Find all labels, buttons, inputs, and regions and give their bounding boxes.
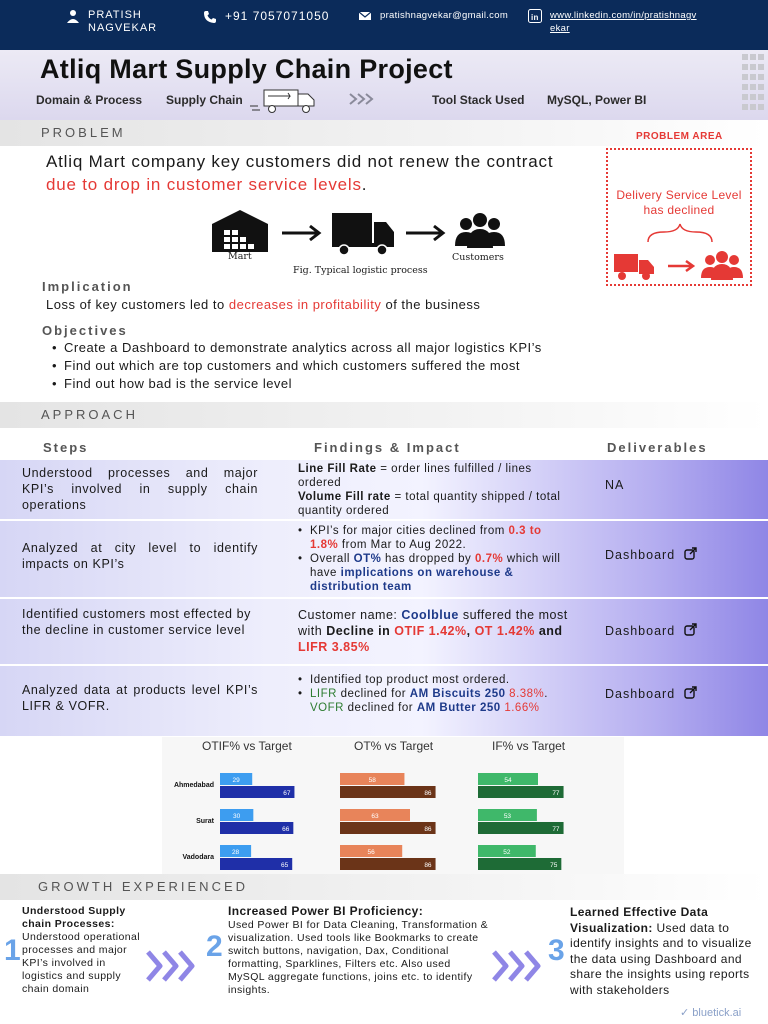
finding-highlight: 1.66% [500, 702, 540, 714]
arrow-icon [282, 226, 319, 240]
finding-highlight: OT% [353, 553, 382, 565]
growth-item [22, 905, 142, 996]
approach-section-bar [0, 402, 768, 428]
objective-item: • Find out how bad is the service level [52, 375, 542, 393]
approach-row [0, 598, 768, 664]
mart-label: Mart [228, 251, 252, 262]
approach-findings [298, 462, 568, 518]
arrow-icon [406, 226, 443, 240]
deliverables-column-header: Deliverables [607, 440, 708, 455]
brace-icon [646, 222, 714, 244]
contact-name-text: PRATISH NAGVEKAR [88, 9, 158, 34]
deliverable-label: Dashboard [605, 548, 676, 562]
chart-panel-title: IF% vs Target [492, 739, 566, 753]
chart-data-label: 86 [424, 790, 432, 797]
contact-bar [0, 0, 768, 50]
dashboard-link[interactable] [605, 623, 697, 638]
chart-data-label: 75 [550, 862, 558, 869]
growth-item [570, 905, 766, 998]
chart-bar [340, 786, 436, 798]
finding-highlight: AM Biscuits 250 [409, 688, 506, 700]
finding-highlight: 0.7% [475, 553, 504, 565]
page-title: Atliq Mart Supply Chain Project [40, 54, 453, 84]
chart-category-label: Vadodara [182, 854, 214, 861]
tools-value: MySQL, Power BI [547, 93, 647, 107]
contact-phone[interactable] [203, 10, 329, 24]
contact-linkedin[interactable] [528, 9, 700, 35]
growth-section-bar [0, 874, 768, 900]
finding-highlight: OTIF 1.42% [394, 624, 467, 638]
person-icon [66, 9, 80, 23]
finding-item [298, 687, 568, 715]
contact-email[interactable] [358, 9, 514, 23]
finding-text: Overall [310, 553, 354, 565]
approach-row [0, 665, 768, 736]
watermark: ✓ bluetick.ai [680, 1007, 742, 1019]
external-link-icon [684, 623, 697, 636]
chart-bar [478, 822, 564, 834]
objectives-list [52, 339, 542, 393]
implication-text-a: Loss of key customers led to [46, 297, 225, 312]
growth-title-text: Understood Supply chain Processes [22, 905, 126, 930]
objective-item: • Create a Dashboard to demonstrate analytics across all major logistics KPI’s [52, 339, 542, 357]
growth-number: 2 [206, 930, 223, 963]
chart-bar [478, 858, 561, 870]
steps-column-header: Steps [43, 440, 89, 455]
implication-text [46, 297, 480, 312]
objectives-heading: Objectives [42, 323, 128, 338]
growth-item-text: Used Power BI for Data Cleaning, Transformation & visualization. Used tools like Bookmarks to create switch buttons, navigation, Dax, Conditional formatting, Sparklines, Filters etc. Also used MySQL aggregate functions, joins etc. to identify insights. [228, 919, 489, 996]
tools-label: Tool Stack Used [432, 93, 525, 107]
truck-icon [332, 213, 394, 255]
finding-text: from Mar to Aug 2022. [338, 539, 467, 551]
watermark-text: bluetick.ai [692, 1007, 742, 1019]
problem-text: Atliq Mart company key customers did not renew the contract [46, 152, 554, 171]
domain-label: Domain & Process [36, 93, 143, 107]
growth-item-title: Learned Effective Data Visualization: [570, 905, 709, 935]
approach-findings [298, 607, 578, 655]
deliverable-label: Dashboard [605, 687, 676, 701]
approach-heading: APPROACH [41, 407, 138, 422]
growth-title-text: Learned Effective Data Visualization [570, 905, 709, 935]
chart-data-label: 28 [231, 849, 240, 856]
finding-text: which will have [310, 553, 561, 579]
finding-highlight: AM Butter 250 [416, 702, 501, 714]
finding-item [298, 524, 568, 552]
problem-area-flow-icon [612, 250, 748, 282]
finding-text: KPI’s for major cities declined from [310, 525, 509, 537]
truck-sketch-icon [248, 86, 320, 116]
customers-label: Customers [452, 252, 504, 263]
finding-item [298, 552, 568, 594]
approach-step: Analyzed at city level to identify impacts on KPI’s [22, 541, 258, 571]
growth-item-title: Understood Supply chain Processes: [22, 905, 126, 930]
growth-number: 1 [4, 934, 21, 967]
chart-data-label: 29 [232, 777, 240, 784]
decorative-grid-icon [740, 52, 768, 118]
kpi-definition: = total quantity shipped / total quantity ordered [298, 491, 561, 517]
chart-data-label: 77 [552, 790, 560, 797]
kpi-definition: = order lines fulfilled / lines ordered [298, 463, 532, 489]
approach-step: Understood processes and major KPI’s involved in supply chain operations [22, 466, 258, 512]
contact-name [66, 9, 158, 35]
approach-step: Analyzed data at products level KPI’s LIFR & VOFR. [22, 683, 258, 713]
finding-highlight: 8.38% [505, 688, 545, 700]
problem-text-highlight: due to drop in customer service levels [46, 175, 362, 194]
kpi-term: Volume Fill rate [298, 491, 391, 503]
chevrons-right-icon [144, 948, 200, 984]
chart-category-label: Ahmedabad [173, 782, 214, 789]
chart-data-label: 67 [283, 790, 291, 797]
growth-heading: GROWTH EXPERIENCED [38, 879, 249, 894]
problem-text-end: . [361, 175, 368, 194]
finding-text: declined for [336, 688, 410, 700]
chart-data-label: 30 [233, 813, 241, 820]
finding-text: Decline in [326, 624, 395, 638]
approach-row [0, 520, 768, 597]
chart-data-label: 66 [282, 826, 290, 833]
problem-heading: PROBLEM [41, 125, 126, 140]
growth-number: 3 [548, 934, 565, 967]
chart-bar [340, 822, 436, 834]
finding-item: • Identified top product most ordered. [298, 673, 568, 687]
finding-text: suffered the most with [298, 608, 568, 638]
linkedin-icon [528, 9, 542, 23]
finding-text: has dropped by [381, 553, 475, 565]
problem-area-text: Delivery Service Level has declined [616, 188, 742, 217]
implication-text-b: of the business [385, 297, 481, 312]
finding-text: Customer name: [298, 608, 402, 622]
chevrons-icon [348, 92, 378, 106]
phone-text: +91 7057071050 [225, 9, 330, 23]
approach-findings [298, 524, 568, 594]
finding-highlight: OT 1.42% [474, 624, 535, 638]
finding-text: declined for [343, 702, 417, 714]
domain-value: Supply Chain [166, 93, 243, 107]
chart-data-label: 52 [503, 849, 511, 856]
chart-category-label: Surat [196, 818, 214, 825]
customers-icon [455, 213, 505, 248]
approach-row [0, 459, 768, 519]
problem-statement [46, 150, 586, 196]
chart-data-label: 86 [424, 862, 432, 869]
finding-text: . [544, 688, 548, 700]
finding-highlight: implications on warehouse & distribution team [310, 567, 514, 593]
kpi-bar-chart [162, 737, 624, 874]
growth-item-text: Used data to identify insights and to visualize the data using Dashboard and share the insights using reports with stakeholders [570, 920, 752, 997]
growth-item [228, 905, 490, 997]
chart-bar [340, 858, 436, 870]
approach-step: Identified customers most effected by the decline in customer service level [22, 607, 252, 637]
problem-area-title: PROBLEM AREA [636, 131, 723, 142]
finding-highlight: VOFR [310, 702, 344, 714]
implication-heading: Implication [42, 279, 133, 294]
chart-data-label: 56 [367, 849, 375, 856]
growth-item-text: Understood operational processes and major KPI’s involved in logistics and supply chain domain [22, 931, 140, 995]
email-icon [358, 9, 372, 23]
chart-panel-title: OT% vs Target [354, 739, 434, 753]
chart-data-label: 63 [371, 813, 379, 820]
problem-area-box [606, 148, 752, 286]
figure-caption: Fig. Typical logistic process [293, 265, 428, 276]
external-link-icon [684, 686, 697, 699]
objective-item: • Find out which are top customers and which customers suffered the most [52, 357, 542, 375]
chart-data-label: 58 [368, 777, 376, 784]
implication-highlight: decreases in profitability [228, 297, 382, 312]
chevrons-right-icon [490, 948, 546, 984]
chart-panel-title: OTIF% vs Target [202, 739, 292, 753]
finding-highlight: LIFR [310, 688, 337, 700]
approach-findings [298, 673, 568, 715]
chart-data-label: 53 [503, 813, 512, 820]
chart-data-label: 86 [424, 826, 432, 833]
email-text: pratishnagvekar@gmail.com [380, 10, 509, 21]
deliverable-label: NA [605, 478, 625, 492]
finding-highlight: Coolblue [401, 608, 459, 622]
chart-data-label: 65 [280, 862, 289, 869]
svg-text:in: in [531, 13, 539, 22]
phone-icon [203, 10, 217, 24]
finding-highlight: 0.3 to 1.8% [310, 525, 542, 551]
finding-highlight: LIFR 3.85% [298, 640, 370, 654]
project-header [0, 50, 768, 120]
kpi-chart-panel [162, 737, 624, 874]
chart-data-label: 54 [504, 777, 512, 784]
finding-text: , [466, 624, 475, 638]
warehouse-icon [212, 210, 268, 252]
linkedin-text: www.linkedin.com/in/pratishnagvekar [550, 10, 697, 34]
growth-title-text: Increased Power BI Proficiency [228, 904, 419, 918]
kpi-term: Line Fill Rate [298, 463, 377, 475]
finding-text: and [534, 624, 563, 638]
deliverable-label: Dashboard [605, 624, 676, 638]
chart-bar [478, 786, 564, 798]
external-link-icon [684, 547, 697, 560]
growth-item-title: Increased Power BI Proficiency: [228, 904, 424, 918]
dashboard-link[interactable] [605, 547, 697, 562]
dashboard-link[interactable] [605, 686, 697, 701]
chart-data-label: 77 [552, 826, 560, 833]
findings-column-header: Findings & Impact [314, 440, 461, 455]
